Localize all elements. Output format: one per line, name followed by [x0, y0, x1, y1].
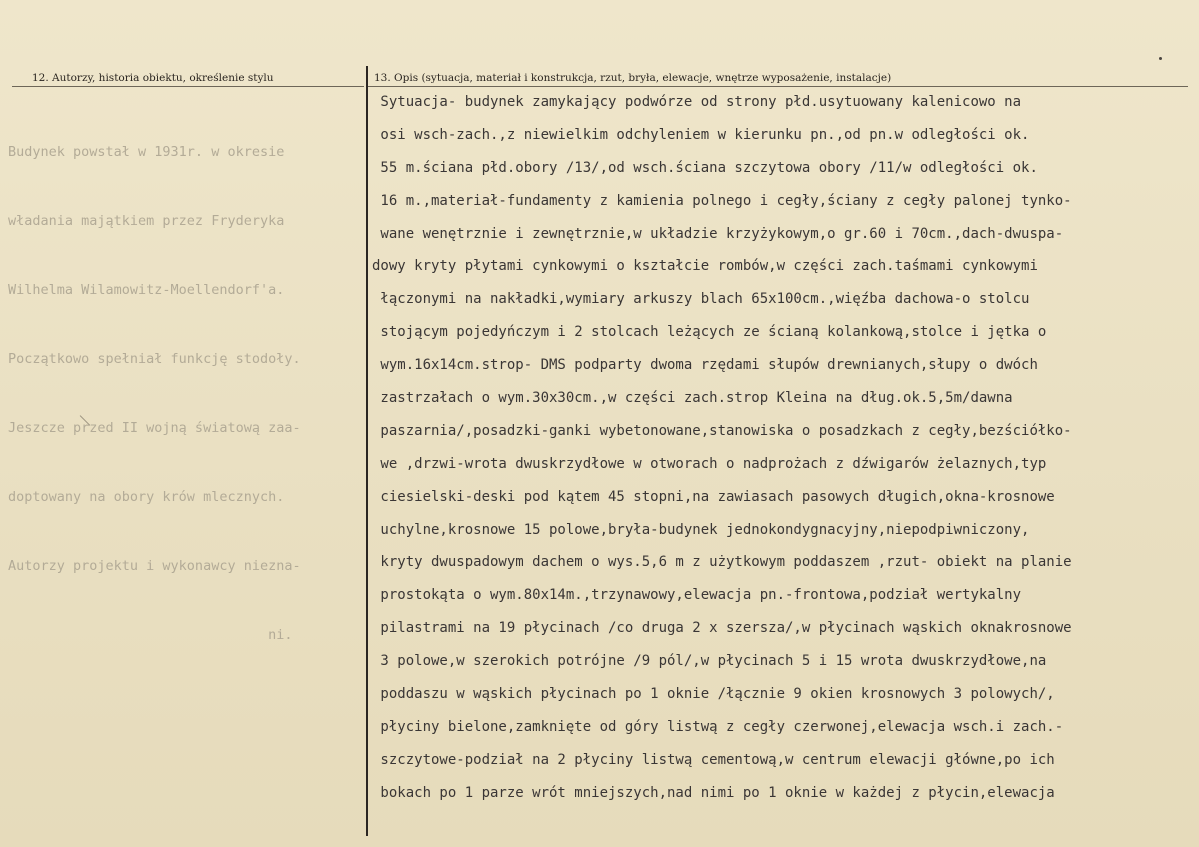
description-line: płyciny bielone,zamknięte od góry listwą z cegły czerwonej,elewacja wsch.i zach.-	[372, 718, 1064, 735]
description-line: zastrzałach o wym.30x30cm.,w części zach.strop Kleina na dług.ok.5,5m/dawna	[372, 390, 1013, 407]
description-line: kryty dwuspadowym dachem o wys.5,6 m z użytkowym poddaszem ,rzut- obiekt na planie	[372, 554, 1072, 571]
history-text	[8, 95, 364, 670]
description-line: bokach po 1 parze wrót mniejszych,nad nimi po 1 oknie w każdej z płycin,elewacja	[372, 784, 1055, 801]
description-line: osi wsch-zach.,z niewielkim odchyleniem w kierunku pn.,od pn.w odległości ok.	[372, 126, 1030, 143]
description-line: dowy kryty płytami cynkowymi o kształcie rombów,w części zach.taśmami cynkowymi	[372, 258, 1038, 275]
description-line: wym.16x14cm.strop- DMS podparty dwoma rzędami słupów drewnianych,słupy o dwóch	[372, 357, 1038, 374]
history-line: Jeszcze przed II wojną światową zaa-	[8, 420, 301, 436]
section-13-header: 13. Opis (sytuacja, materiał i konstrukcja, rzut, bryła, elewacje, wnętrze wyposażenie, instalacje)	[374, 72, 892, 84]
description-line: szczytowe-podział na 2 płyciny listwą cementową,w centrum elewacji główne,po ich	[372, 751, 1055, 768]
description-line: 16 m.,materiał-fundamenty z kamienia polnego i cegły,ściany z cegły palonej tynko-	[372, 192, 1072, 209]
description-line: we ,drzwi-wrota dwuskrzydłowe w otworach o nadprożach z dźwigarów żelaznych,typ	[372, 455, 1047, 472]
description-line: 55 m.ściana płd.obory /13/,od wsch.ściana szczytowa obory /11/w odległości ok.	[372, 159, 1038, 176]
section-12-header: 12. Autorzy, historia obiektu, określenie stylu	[32, 72, 274, 84]
description-line: paszarnia/,posadzki-ganki wybetonowane,stanowiska o posadzkach z cegły,bezściółko-	[372, 422, 1072, 439]
description-line: uchylne,krosnowe 15 polowe,bryła-budynek jednokondygnacyjny,niepodpiwniczony,	[372, 521, 1030, 538]
description-line: pilastrami na 19 płycinach /co druga 2 x szersza/,w płycinach wąskich oknakrosnowe	[372, 620, 1072, 637]
history-line: doptowany na obory krów mlecznych.	[8, 489, 285, 505]
history-line: Budynek powstał w 1931r. w okresie	[8, 144, 285, 160]
ink-dot	[1159, 57, 1162, 60]
description-text	[372, 86, 1187, 810]
description-line: prostokąta o wym.80x14m.,trzynawowy,elewacja pn.-frontowa,podział wertykalny	[372, 587, 1022, 604]
history-line: Wilhelma Wilamowitz-Moellendorf'a.	[8, 282, 285, 298]
description-line: ciesielski-deski pod kątem 45 stopni,na zawiasach pasowych długich,okna-krosnowe	[372, 488, 1055, 505]
history-line: Autorzy projektu i wykonawcy niezna-	[8, 558, 301, 574]
description-line: wane wenętrznie i zewnętrznie,w układzie krzyżykowym,o gr.60 i 70cm.,dach-dwuspa-	[372, 225, 1064, 242]
header-rule-left	[12, 86, 364, 87]
history-line: ni.	[8, 627, 293, 643]
description-line: Sytuacja- budynek zamykający podwórze od strony płd.usytuowany kalenicowo na	[372, 94, 1022, 110]
description-line: stojącym pojedyńczym i 2 stolcach leżących ze ścianą kolankową,stolce i jętka o	[372, 324, 1047, 341]
description-line: poddaszu w wąskich płycinach po 1 oknie /łącznie 9 okien krosnowych 3 polowych/,	[372, 686, 1055, 703]
description-line: 3 polowe,w szerokich potrójne /9 pól/,w płycinach 5 i 15 wrota dwuskrzydłowe,na	[372, 653, 1047, 670]
column-divider	[366, 66, 368, 836]
history-line: władania majątkiem przez Fryderyka	[8, 213, 285, 229]
description-line: łączonymi na nakładki,wymiary arkuszy blach 65x100cm.,więźba dachowa-o stolcu	[372, 291, 1030, 308]
history-line: Początkowo spełniał funkcję stodoły.	[8, 351, 301, 367]
